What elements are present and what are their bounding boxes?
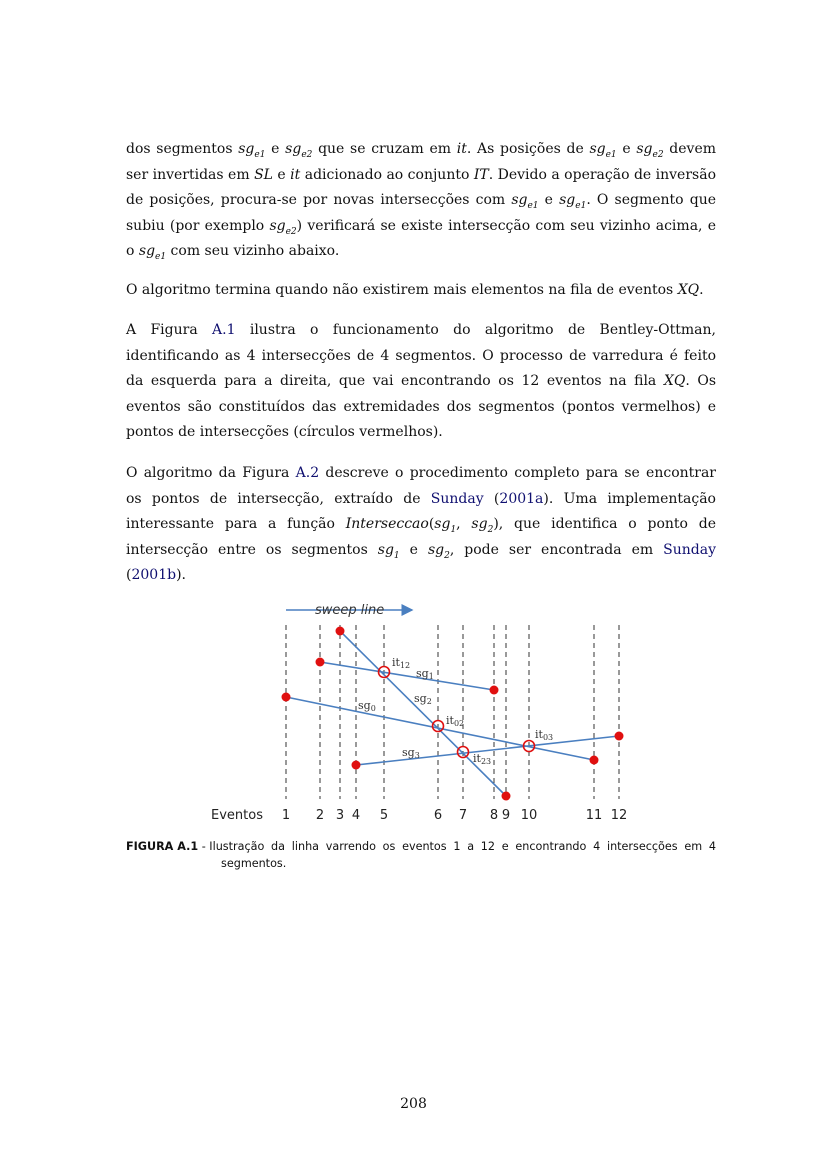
text: O algoritmo da Figura — [126, 465, 296, 481]
text: adicionado ao conjunto — [300, 166, 474, 183]
event-number-12: 12 — [610, 808, 628, 823]
event-number-10: 10 — [520, 808, 538, 823]
text: e — [272, 166, 291, 183]
event-number-1: 1 — [281, 808, 291, 823]
math-var: $sg_2$ — [427, 541, 450, 561]
math-var: $sg_{e1}$ — [589, 141, 617, 160]
text: que se cruzam em — [312, 141, 457, 157]
paragraph-2 — [126, 278, 716, 304]
math-var: $sg_{e1}$ — [559, 192, 587, 211]
text: . — [181, 567, 186, 583]
citation-year-link[interactable]: 2001b — [131, 567, 177, 583]
endpoint-sg0-end — [590, 756, 599, 765]
text: . Uma implementação interessante para a função — [126, 490, 716, 532]
segment-label-sg1: sg1 — [416, 667, 434, 681]
text: . As posições de — [466, 141, 590, 157]
event-number-3: 3 — [335, 808, 345, 823]
caption-text: Ilustração da linha varrendo os eventos 1 a 12 e encontrando 4 intersecções em 4 — [209, 840, 716, 853]
endpoint-sg1-end — [490, 686, 499, 695]
figure-caption — [126, 838, 716, 872]
intersection-label-it12: it12 — [392, 656, 411, 670]
text: . Os eventos são constituídos das extremidades dos segmentos (pontos vermelhos) e pontos de intersecções (círculos vermelhos). — [126, 373, 716, 440]
math-var: $sg_{e2}$ — [285, 141, 313, 160]
math-var: it — [290, 166, 301, 183]
paragraph-1 — [126, 137, 716, 265]
citation-link[interactable]: Sunday — [430, 490, 484, 507]
math-var: $sg_{e2}$ — [636, 141, 664, 160]
math-var: $sg_{e1}$ — [238, 141, 266, 160]
text: descreve o procedimento completo para se encontrar os pontos de intersecção, extraído de — [126, 465, 716, 507]
event-number-7: 7 — [458, 808, 468, 823]
intersection-label-it02: it02 — [446, 714, 465, 728]
intersection-label-it23: it23 — [473, 752, 492, 766]
math-var: IT — [473, 166, 489, 183]
paragraph-4: O algoritmo da Figura A.2 descreve o procedimento completo para se encontrar os pontos de intersecção, extraído de Sunday (2001a). Uma implementação interessante para a função $Interseccao(sg_1$, $sg_2$), que identifica o ponto de intersecção entre os segmentos $sg_1$ e $sg_2$, pode ser encontrada em Sunday (2001b). — [126, 465, 717, 583]
math-function: Interseccao — [345, 516, 429, 532]
segment-sg0 — [286, 697, 594, 760]
events-label: Eventos — [211, 808, 263, 823]
text: ilustra o funcionamento do algoritmo de Bentley-Ottman, identificando as 4 intersecções de 4 segmentos. O processo de varredura é feito da esquerda para a direita, que vai encontrando os 12 eventos na fila — [126, 322, 716, 389]
citation-year-link[interactable]: 2001a — [499, 490, 544, 507]
segment-label-sg2: sg2 — [414, 692, 432, 706]
figure-sweep-line — [200, 595, 640, 830]
text: , pode ser encontrada em — [449, 541, 664, 558]
event-number-4: 4 — [351, 808, 361, 823]
segment-label-sg0: sg0 — [358, 699, 376, 713]
event-number-11: 11 — [585, 808, 603, 823]
event-lines — [286, 625, 619, 799]
text: dos segmentos — [126, 141, 239, 157]
math-var: $sg_2$ — [471, 516, 494, 535]
text: O algoritmo termina quando não existirem mais elementos na fila de eventos — [126, 282, 678, 298]
text: e — [399, 541, 428, 558]
event-number-8: 8 — [489, 808, 499, 823]
text: A Figura — [126, 322, 213, 338]
event-number-9: 9 — [501, 808, 511, 823]
endpoint-sg2-start — [336, 627, 345, 636]
text: e — [265, 141, 286, 157]
math-var: $sg_{e1}$ — [511, 192, 539, 211]
endpoint-sg2-end — [502, 792, 511, 801]
text: e — [616, 141, 637, 157]
intersection-label-it03: it03 — [535, 728, 554, 742]
segment-label-sg3: sg3 — [402, 746, 420, 760]
math-var: SL — [254, 166, 273, 183]
event-number-5: 5 — [379, 808, 389, 823]
endpoint-sg0-start — [282, 693, 291, 702]
event-number-2: 2 — [315, 808, 325, 823]
caption-label: FIGURA A.1 — [126, 840, 199, 853]
figure-ref-link[interactable]: A.1 — [212, 322, 236, 338]
text: . Devido a operação de inversão de posições, procura-se por novas intersecções com — [126, 166, 716, 208]
text: ) verificará se existe intersecção com seu vizinho acima, e o — [126, 217, 716, 259]
sweep-line-label: sweep line — [315, 603, 385, 618]
endpoint-sg3-start — [352, 761, 361, 770]
sweep-line-diagram — [200, 595, 640, 830]
endpoint-sg1-start — [316, 658, 325, 667]
paragraph-3 — [126, 318, 716, 446]
text: , que identifica o ponto de intersecção entre os segmentos — [126, 516, 716, 558]
figure-ref-link[interactable]: A.2 — [295, 465, 320, 481]
endpoint-sg3-end — [615, 732, 624, 741]
text: e — [538, 192, 560, 208]
text: . O segmento que subiu (por exemplo — [126, 192, 717, 234]
text: com seu vizinho abaixo. — [166, 243, 340, 259]
citation-link[interactable]: Sunday — [663, 541, 717, 558]
caption-separator: - — [198, 840, 210, 853]
math-var: XQ — [677, 282, 700, 298]
math-var: it — [456, 141, 467, 157]
event-numbers — [282, 808, 627, 823]
math-var: $sg_{e1}$ — [138, 243, 167, 262]
math-var: $sg_1$ — [434, 516, 457, 535]
caption-text-continued: segmentos. — [221, 857, 287, 870]
text: . — [699, 282, 704, 298]
page-number: 208 — [400, 1096, 427, 1112]
text: devem ser invertidas em — [126, 141, 717, 183]
math-var: $sg_{e2}$ — [269, 217, 297, 237]
math-var: $sg_1$ — [377, 541, 400, 561]
math-var: XQ — [663, 373, 686, 389]
event-number-6: 6 — [433, 808, 443, 823]
